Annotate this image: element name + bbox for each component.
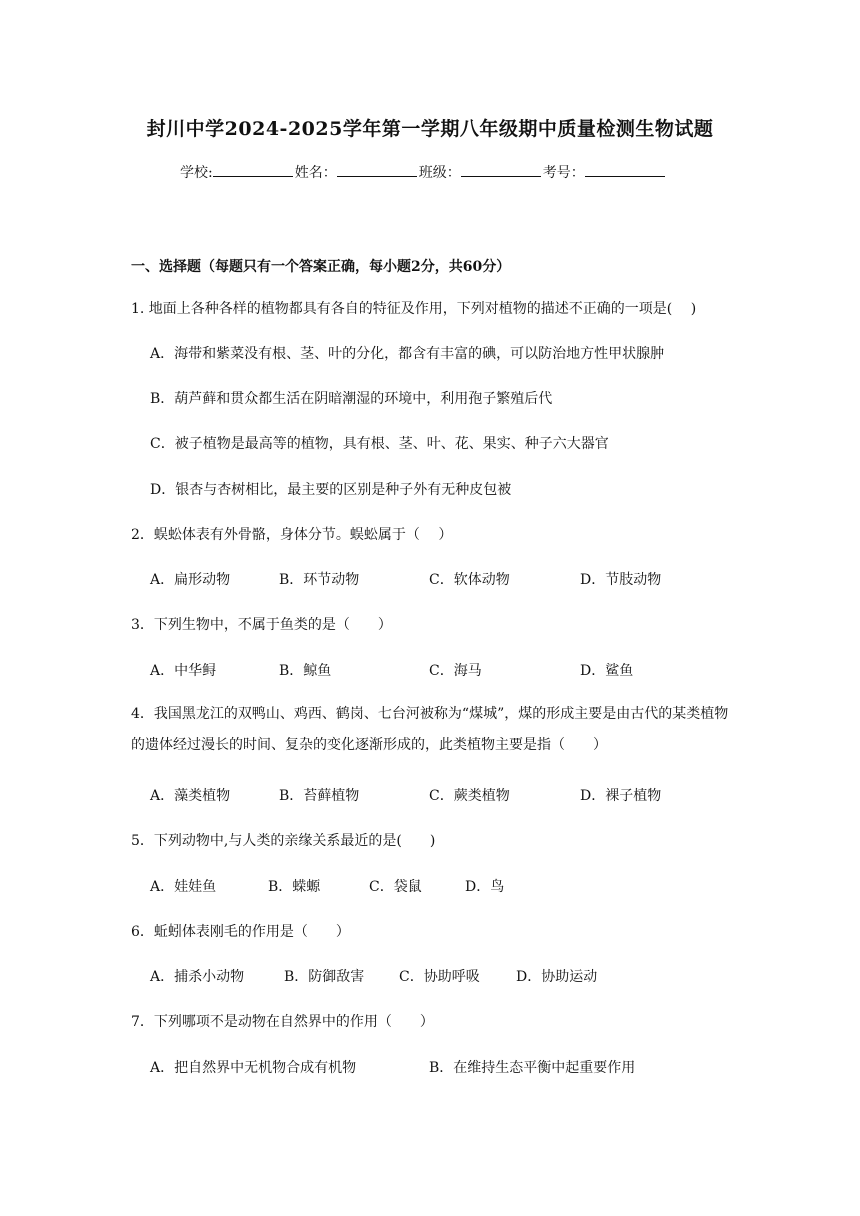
question-6-option-d[interactable]: D．协助运动 — [516, 969, 598, 985]
question-4-option-a[interactable]: A．藻类植物 — [150, 788, 231, 804]
question-1-stem: 1. 地面上各种各样的植物都具有各自的特征及作用，下列对植物的描述不正确的一项是( ) — [131, 301, 697, 317]
question-6-option-a[interactable]: A．捕杀小动物 — [150, 969, 245, 985]
class-label: 班级： — [418, 165, 461, 181]
school-label: 学校: — [180, 165, 213, 181]
question-2-stem: 2．蜈蚣体表有外骨骼，身体分节。蜈蚣属于（ ） — [131, 527, 453, 543]
question-7-stem: 7．下列哪项不是动物在自然界中的作用（ ） — [131, 1014, 434, 1030]
school-blank[interactable] — [213, 162, 293, 177]
question-6-option-b[interactable]: B．防御敌害 — [284, 969, 365, 985]
question-7-option-b[interactable]: B．在维持生态平衡中起重要作用 — [429, 1060, 636, 1076]
question-7-option-a[interactable]: A．把自然界中无机物合成有机物 — [150, 1060, 357, 1076]
question-1-option-c[interactable]: C．被子植物是最高等的植物，具有根、茎、叶、花、果实、种子六大器官 — [150, 436, 609, 452]
question-6-option-c[interactable]: C．协助呼吸 — [399, 969, 480, 985]
question-5-stem: 5．下列动物中,与人类的亲缘关系最近的是( ) — [131, 833, 436, 849]
student-info-line — [180, 162, 667, 182]
question-4-stem: 4．我国黑龙江的双鸭山、鸡西、鹤岗、七台河被称为“煤城”，煤的形成主要是由古代的某类植物的遗体经过漫长的时间、复杂的变化逐渐形成的，此类植物主要是指（ ） — [131, 706, 729, 753]
question-5-option-b[interactable]: B．蝾螈 — [268, 879, 321, 895]
question-3-option-a[interactable]: A．中华鲟 — [150, 663, 217, 679]
question-2-option-c[interactable]: C．软体动物 — [429, 572, 510, 588]
question-3-option-d[interactable]: D．鲨鱼 — [580, 663, 634, 679]
question-4-option-c[interactable]: C．蕨类植物 — [429, 788, 510, 804]
question-1-option-d[interactable]: D．银杏与杏树相比，最主要的区别是种子外有无种皮包被 — [150, 482, 512, 498]
section-heading: 一、选择题（每题只有一个答案正确，每小题2分，共60分） — [131, 259, 511, 275]
question-1-option-a[interactable]: A．海带和紫菜没有根、茎、叶的分化，都含有丰富的碘，可以防治地方性甲状腺肿 — [150, 346, 665, 362]
question-2-option-b[interactable]: B．环节动物 — [279, 572, 360, 588]
question-4-option-b[interactable]: B．苔藓植物 — [279, 788, 360, 804]
question-3-stem: 3．下列生物中，不属于鱼类的是（ ） — [131, 617, 392, 633]
name-label: 姓名： — [294, 165, 337, 181]
question-5-option-c[interactable]: C．袋鼠 — [369, 879, 422, 895]
question-5-option-a[interactable]: A．娃娃鱼 — [150, 879, 217, 895]
question-1-option-b[interactable]: B．葫芦藓和贯众都生活在阴暗潮湿的环境中，利用孢子繁殖后代 — [150, 391, 553, 407]
question-2-option-a[interactable]: A．扁形动物 — [150, 572, 231, 588]
question-5-option-d[interactable]: D．鸟 — [465, 879, 505, 895]
question-2-option-d[interactable]: D．节肢动物 — [580, 572, 662, 588]
number-label: 考号： — [542, 165, 585, 181]
class-blank[interactable] — [461, 162, 541, 177]
question-3-option-c[interactable]: C．海马 — [429, 663, 482, 679]
question-4-option-d[interactable]: D．裸子植物 — [580, 788, 662, 804]
name-blank[interactable] — [337, 162, 417, 177]
number-blank[interactable] — [585, 162, 665, 177]
question-6-stem: 6．蚯蚓体表刚毛的作用是（ ） — [131, 924, 350, 940]
exam-title: 封川中学2024-2025学年第一学期八年级期中质量检测生物试题 — [146, 118, 714, 140]
question-3-option-b[interactable]: B．鲸鱼 — [279, 663, 332, 679]
